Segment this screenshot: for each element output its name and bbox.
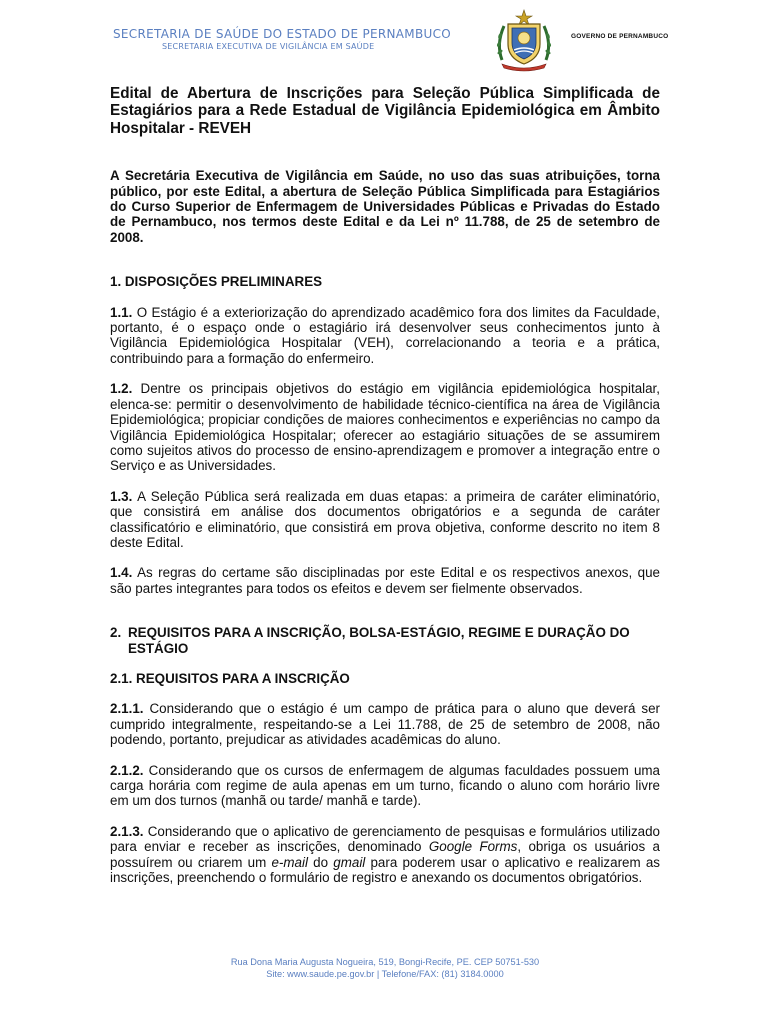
section-1-heading: 1. DISPOSIÇÕES PRELIMINARES bbox=[110, 274, 323, 290]
item-text: Considerando que os cursos de enfermagem de algumas faculdades possuem uma carga horária com regime de aula apenas em um turno, ficando o aluno com horário livre em um dos turnos (manhã ou tarde/ manhã e tarde). bbox=[110, 762, 660, 809]
item-text: Considerando que o estágio é um campo de prática para o aluno que deverá ser cumprido integralmente, respeitando-se a Lei 11.788, de 25 de setembro de 2008, não podendo, portanto, prejudicar as atividades acadêmicas do aluno. bbox=[110, 701, 660, 748]
google-forms-term: Google Forms bbox=[428, 839, 518, 855]
section-title: REQUISITOS PARA A INSCRIÇÃO, BOLSA-ESTÁGIO, REGIME E DURAÇÃO DO ESTÁGIO bbox=[128, 625, 630, 656]
coat-of-arms-icon bbox=[492, 8, 556, 72]
item-number: 1.4. bbox=[110, 565, 133, 581]
government-label: GOVERNO DE PERNAMBUCO bbox=[571, 33, 669, 40]
item-text: As regras do certame são disciplinadas por este Edital e os respectivos anexos, que são partes integrantes para todos os efeitos e devem ser fielmente observados. bbox=[110, 565, 660, 596]
section-2-heading bbox=[110, 625, 660, 656]
document-title: Edital de Abertura de Inscrições para Seleção Pública Simplificada de Estagiários para a Rede Estadual de Vigilância Epidemiológica em Âmbito Hospitalar - REVEH bbox=[110, 85, 660, 137]
subsection-2-1-heading: 2.1. REQUISITOS PARA A INSCRIÇÃO bbox=[110, 670, 350, 686]
organization-name: SECRETARIA DE SAÚDE DO ESTADO DE PERNAMBUCO bbox=[113, 27, 451, 41]
footer-address: Rua Dona Maria Augusta Nogueira, 519, Bongi-Recife, PE. CEP 50751-530 bbox=[230, 957, 540, 967]
item-text: , obriga os usuários a possuírem ou criarem um bbox=[110, 839, 660, 870]
intro-paragraph: A Secretária Executiva de Vigilância em Saúde, no uso das suas atribuições, torna público, por este Edital, a abertura de Seleção Pública Simplificada para Estagiários do Curso Superior de Enfermagem de Universidades Públicas e Privadas do Estado de Pernambuco, nos termos deste Edital e da Lei nº 11.788, de 25 de setembro de 2008. bbox=[110, 168, 660, 245]
paragraph-2-1-3 bbox=[110, 824, 660, 886]
item-text: Dentre os principais objetivos do estágio em vigilância epidemiológica hospitalar, elenca-se: permitir o desenvolvimento de habilidade técnico-científica na área de Vigilância Epidemiológica; propiciar condições de maiores conhecimentos e experiências no campo da Vigilância Epidemiológica Hospitalar; oferecer ao estagiário situações de se assumirem como sujeitos ativos do processo de ensino-aprendizagem e promover a integração entre o Serviço e as Universidades. bbox=[110, 381, 660, 474]
section-number: 2. bbox=[110, 625, 122, 641]
item-text: A Seleção Pública será realizada em duas etapas: a primeira de caráter eliminatório, que consistirá em análise dos documentos obrigatórios e a segunda de caráter classificatório e eliminatório, que consistirá em prova objetiva, conforme descrito no item 8 deste Edital. bbox=[110, 488, 660, 550]
paragraph-1-2 bbox=[110, 381, 660, 473]
item-number: 1.2. bbox=[110, 381, 133, 397]
item-number: 2.1.3. bbox=[110, 823, 144, 839]
item-number: 1.3. bbox=[110, 488, 133, 504]
gmail-term: gmail bbox=[333, 854, 366, 870]
footer-contact: Site: www.saude.pe.gov.br | Telefone/FAX: (81) 3184.0000 bbox=[266, 969, 504, 979]
item-text: O Estágio é a exteriorização do aprendizado acadêmico fora dos limites da Faculdade, portanto, é o espaço onde o estagiário irá desenvolver seus conhecimentos junto à Vigilância Epidemiológica Hospitalar (VEH), correlacionando a teoria e a prática, contribuindo para a formação do enfermeiro. bbox=[110, 304, 660, 366]
item-text: Considerando que o aplicativo de gerenciamento de pesquisas e formulários utilizado para enviar e receber as inscrições, denominado bbox=[110, 823, 660, 855]
item-number: 2.1.2. bbox=[110, 762, 144, 778]
email-term: e-mail bbox=[271, 854, 308, 870]
document-body bbox=[110, 85, 660, 885]
organization-subtitle: SECRETARIA EXECUTIVA DE VIGILÂNCIA EM SAÚDE bbox=[162, 42, 375, 51]
item-number: 1.1. bbox=[110, 304, 133, 320]
paragraph-1-3 bbox=[110, 489, 660, 551]
item-text: do bbox=[307, 854, 334, 870]
item-number: 2.1.1. bbox=[110, 701, 144, 717]
page-footer bbox=[0, 956, 770, 980]
paragraph-1-4 bbox=[110, 565, 660, 596]
letterhead bbox=[0, 0, 770, 80]
paragraph-2-1-1 bbox=[110, 701, 660, 747]
paragraph-2-1-2 bbox=[110, 763, 660, 809]
item-text: para poderem usar o aplicativo e realizarem as inscrições, preenchendo o formulário de registro e anexando os documentos obrigatórios. bbox=[110, 854, 660, 886]
paragraph-1-1 bbox=[110, 305, 660, 367]
